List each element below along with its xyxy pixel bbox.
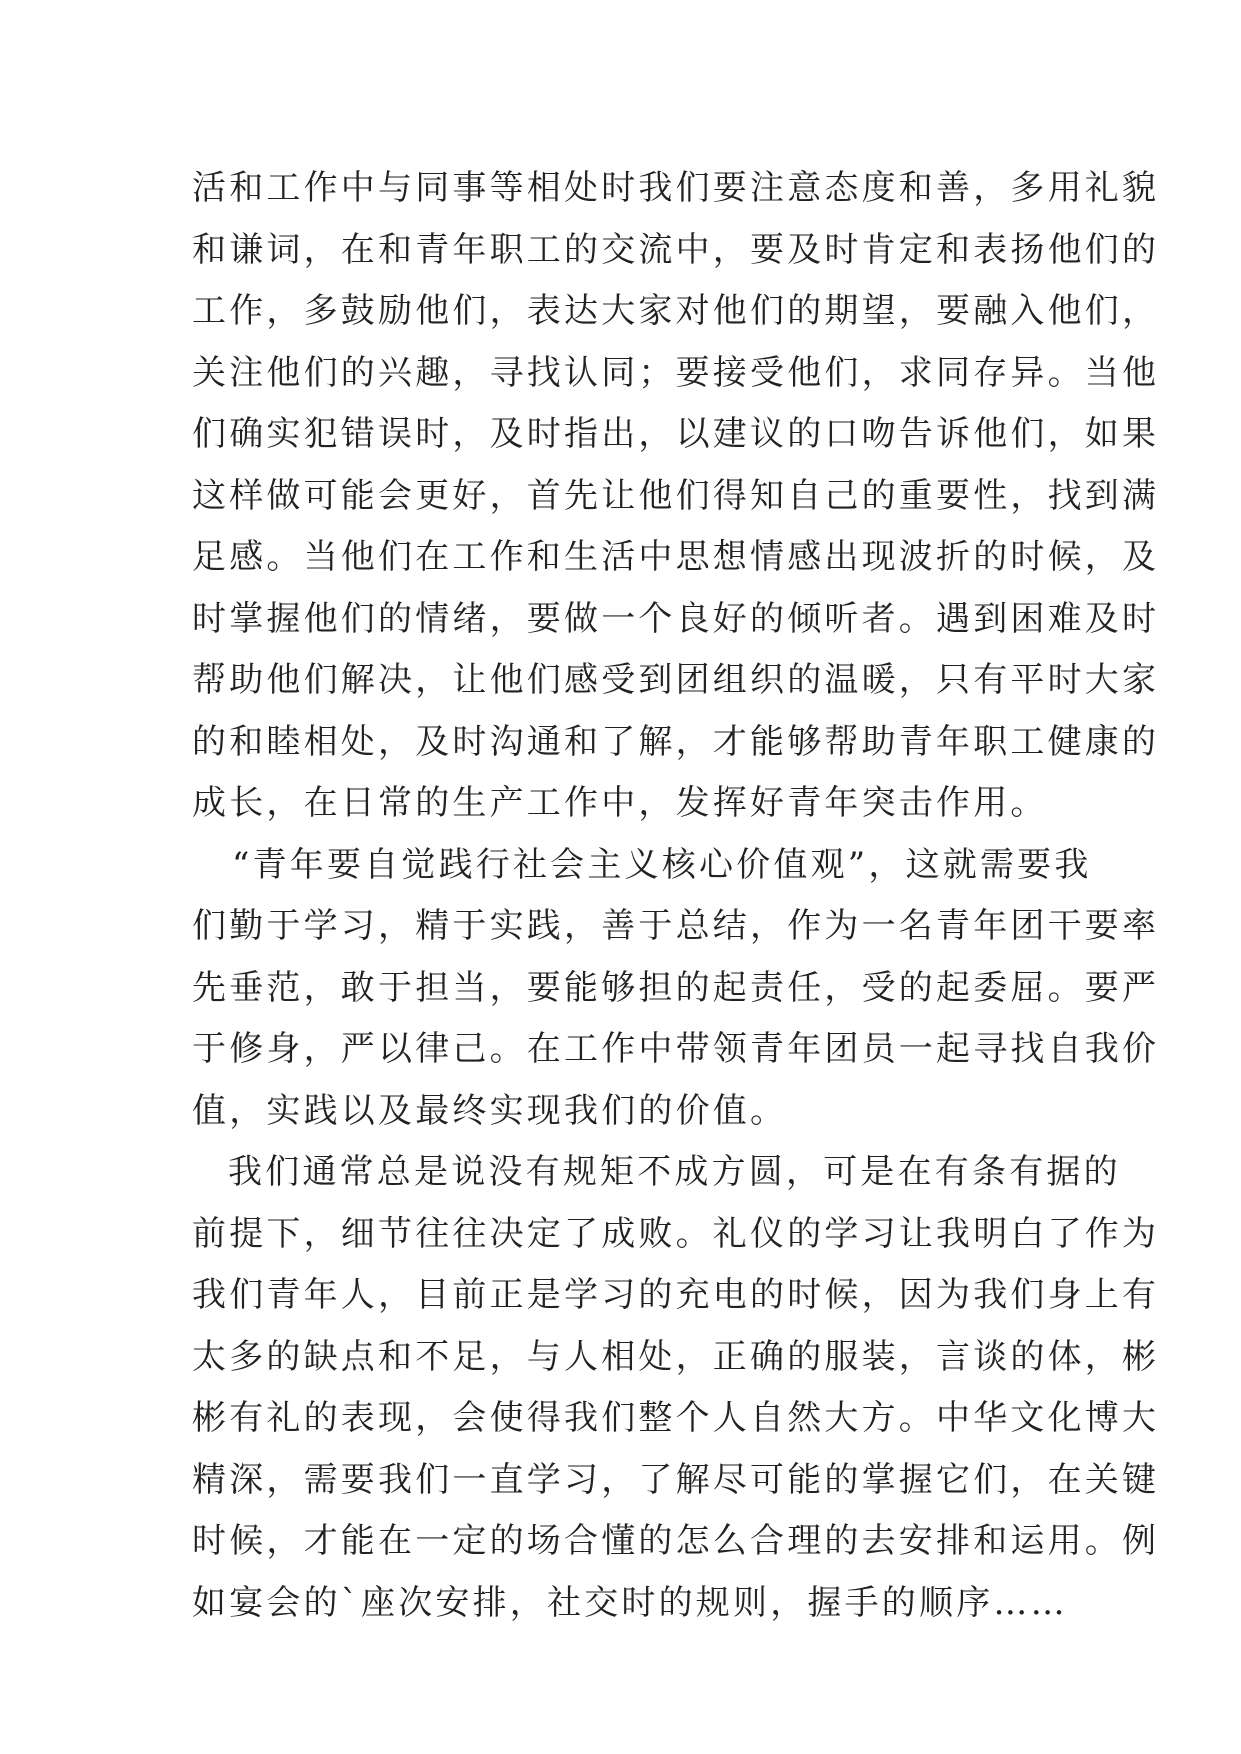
text-line: 们确实犯错误时，及时指出，以建议的口吻告诉他们，如果 <box>192 414 1160 454</box>
text-line: 的和睦相处，及时沟通和了解，才能够帮助青年职工健康的 <box>192 721 1160 762</box>
text-line: 活和工作中与同事等相处时我们要注意态度和善，多用礼貌 <box>192 168 1160 208</box>
text-line: 工作，多鼓励他们，表达大家对他们的期望，要融入他们， <box>192 291 1160 331</box>
text-line: 彬有礼的表现，会使得我们整个人自然大方。中华文化博大 <box>192 1398 1160 1438</box>
text-line: 和谦词，在和青年职工的交流中，要及时肯定和表扬他们的 <box>192 229 1160 270</box>
text-line: 值，实践以及最终实现我们的价值。 <box>192 1090 788 1131</box>
text-line: 精深，需要我们一直学习，了解尽可能的掌握它们，在关键 <box>192 1459 1160 1500</box>
body-text <box>192 158 1160 1634</box>
text-line: 前提下，细节往往决定了成败。礼仪的学习让我明白了作为 <box>192 1213 1160 1254</box>
text-line: 关注他们的兴趣，寻找认同；要接受他们，求同存异。当他 <box>192 352 1160 393</box>
text-line: 太多的缺点和不足，与人相处，正确的服装，言谈的体，彬 <box>192 1336 1160 1377</box>
paragraph-first-line: 我们通常总是说没有规矩不成方圆，可是在有条有据的 <box>228 1152 1121 1192</box>
text-line: 这样做可能会更好，首先让他们得知自己的重要性，找到满 <box>192 475 1160 516</box>
text-line: 帮助他们解决，让他们感受到团组织的温暖，只有平时大家 <box>192 660 1160 700</box>
text-line: 我们青年人，目前正是学习的充电的时候，因为我们身上有 <box>192 1275 1160 1315</box>
text-line: 们勤于学习，精于实践，善于总结，作为一名青年团干要率 <box>192 906 1160 946</box>
text-line: 如宴会的`座次安排，社交时的规则，握手的顺序…… <box>192 1582 1068 1623</box>
text-line: 于修身，严以律己。在工作中带领青年团员一起寻找自我价 <box>192 1029 1160 1069</box>
text-line: 时掌握他们的情绪，要做一个良好的倾听者。遇到困难及时 <box>192 598 1160 639</box>
paragraph-first-line: “青年要自觉践行社会主义核心价值观”，这就需要我 <box>232 844 1092 885</box>
text-line: 成长，在日常的生产工作中，发挥好青年突击作用。 <box>192 783 1048 823</box>
text-line: 先垂范，敢于担当，要能够担的起责任，受的起委屈。要严 <box>192 967 1160 1008</box>
text-line: 足感。当他们在工作和生活中思想情感出现波折的时候，及 <box>192 537 1160 577</box>
text-line: 时候，才能在一定的场合懂的怎么合理的去安排和运用。例 <box>192 1521 1160 1561</box>
